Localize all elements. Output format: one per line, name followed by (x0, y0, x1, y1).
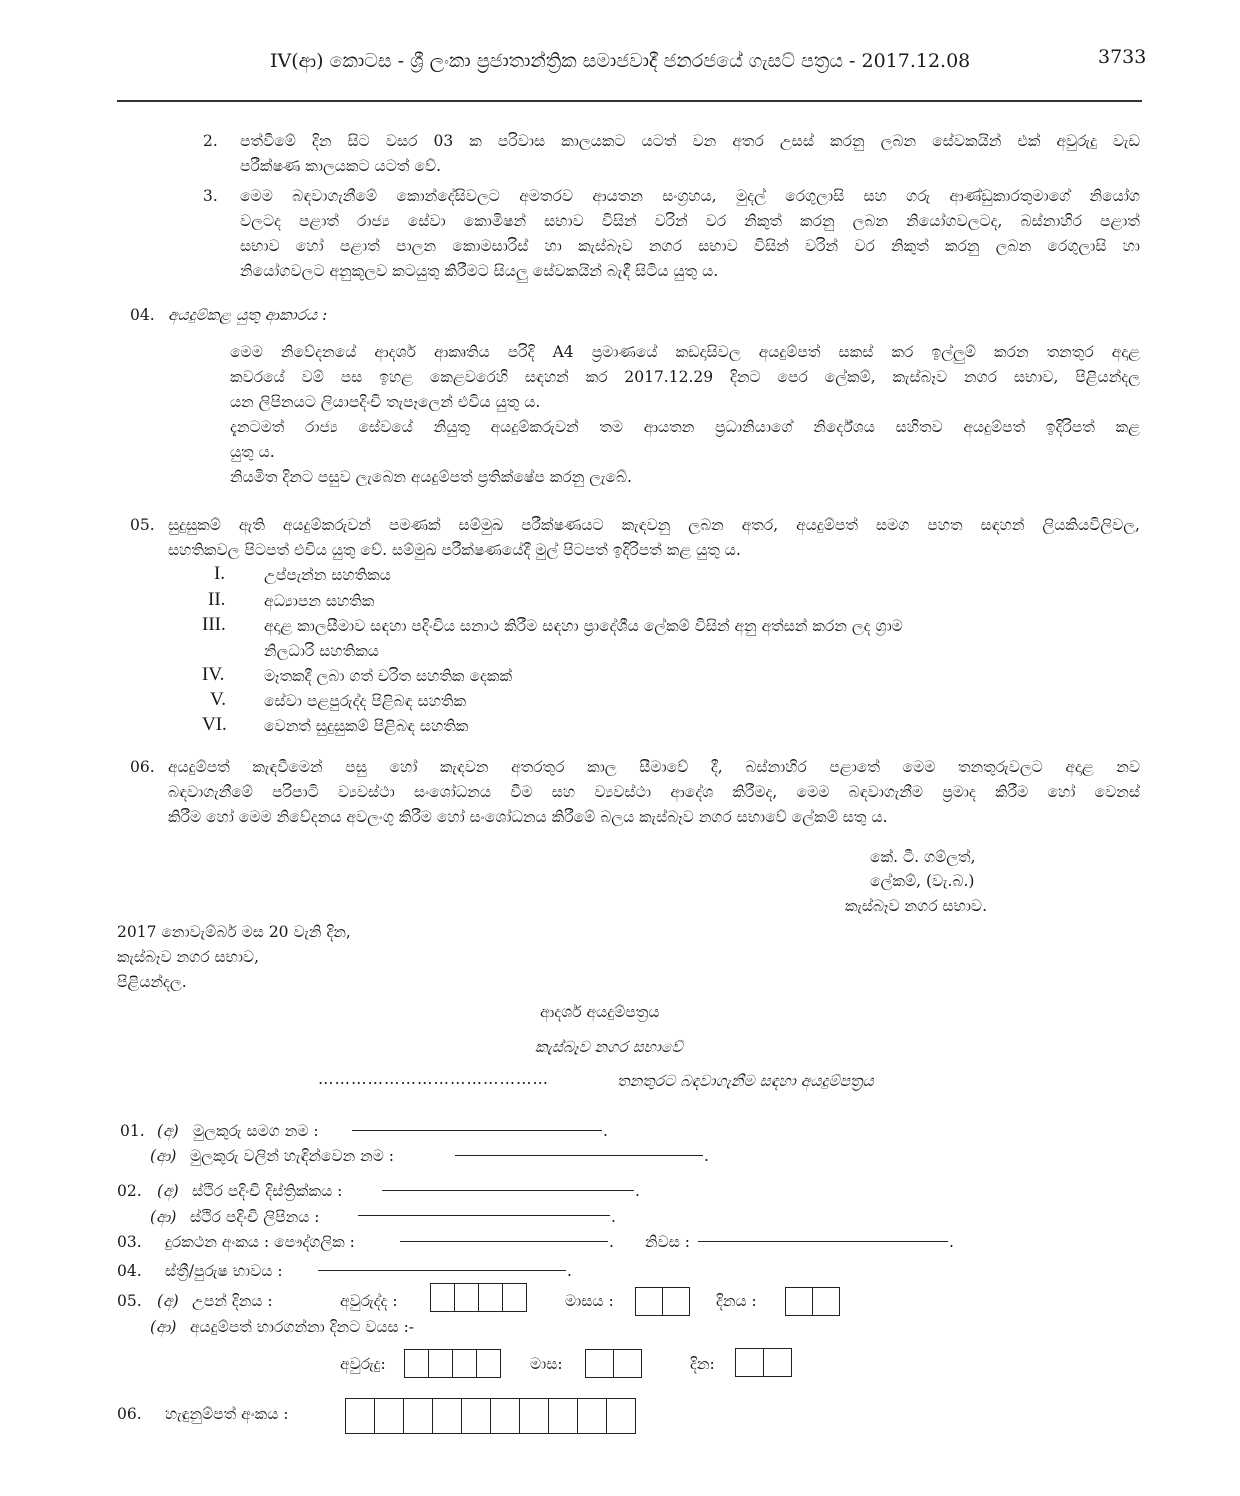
field-03-personal-fill-line[interactable] (400, 1241, 608, 1242)
age-month-label: මාස: (530, 1355, 563, 1373)
issue-place-1: කැස්බෑව නගර සභාව, (117, 948, 260, 966)
section-04-line-6: නියමිත දිනට පසුව ලැබෙන අයදුම්පත් ප්‍රතික්ෂේප කරනු ලැබේ. (230, 468, 632, 486)
field-03-personal-dot: . (609, 1233, 614, 1251)
doc-item-text: අදාළ කාලසීමාව සඳහා පදිංචිය සනාථ කිරීම සඳහා ප්‍රාදේශීය ලේකම් විසින් අනු අත්සන් කරන ලද ග්‍රාම (264, 617, 903, 635)
gazette-header-title: IV(ආ) කොටස - ශ්‍රී ලංකා ප්‍රජාතාන්ත්‍රික සමාජවාදී ජනරජයේ ගැසට් පත්‍රය - 2017.12.08 (270, 50, 971, 72)
signatory-title: ලේකම්, (වැ.බ.) (870, 872, 975, 890)
form-heading-model: ආදර්ශ අයදුම්පත්‍රය (540, 1003, 660, 1021)
header-rule (117, 100, 1142, 102)
field-05b-mark: (ආ) (150, 1318, 177, 1336)
section-04-line-5: යුතු ය. (230, 443, 275, 461)
section-06-line-1: අයදුම්පත් කැඳවීමෙන් පසු හෝ කැඳවන අතරතුර කාල සීමාවේ දී, බස්නාහිර පළාතේ මෙම තනතුරුවලට අදාළ නව (168, 758, 1140, 776)
field-01b-label: මුලකුරු වලින් හැඳින්වෙන නම : (190, 1147, 395, 1165)
clause-3-line-4: නියෝගවලට අනුකූලව කටයුතු කිරීමට සියලු සේවකයින් බැඳී සිටිය යුතු ය. (240, 262, 719, 280)
issue-date: 2017 නොවැම්බර් මස 20 වැනි දින, (117, 923, 351, 941)
birth-day-label: දිනය : (716, 1292, 757, 1310)
doc-item-roman: IV. (202, 664, 225, 685)
section-05-num: 05. (130, 516, 155, 534)
birth-year-boxes[interactable] (430, 1283, 527, 1312)
section-06-line-3: කිරීම හෝ මෙම නිවේදනය අවලංගු කිරීම හෝ සංශෝධනය කිරීමේ බලය කැස්බෑව නගර සභාවේ ලේකම් සතු ය. (168, 808, 888, 826)
field-03-home-dot: . (949, 1233, 954, 1251)
doc-item-text: වෙනත් සුදුසුකම් පිළිබඳ සහතික (264, 717, 469, 735)
field-03-home-fill-line[interactable] (698, 1241, 948, 1242)
doc-item-roman: VI. (202, 714, 227, 735)
clause-3-line-2: වලටද පළාත් රාජ්‍ය සේවා කොමිෂන් සභාව විසින් වරින් වර නිකුත් කරනු ලබන නියෝගවලටද, බස්නාහිර පළාත් (240, 212, 1140, 230)
age-year-label: අවුරුදු: (340, 1355, 386, 1373)
field-01b-fill-line[interactable] (455, 1155, 703, 1156)
section-04-line-3: යන ලිපිනයට ලියාපදිංචි තැපෑලෙන් එවිය යුතු ය. (230, 393, 541, 411)
field-02b-fill-line[interactable] (358, 1215, 610, 1216)
doc-item-text: සේවා පළපුරුද්ද පිළිබඳ සහතික (264, 692, 467, 710)
field-02b-mark: (ආ) (150, 1208, 177, 1226)
clause-2-line-1: පත්වීමේ දින සිට වසර 03 ක පරිවාස කාලයකට යටත් වන අතර උසස් කරනු ලබන සේවකයින් එක් අවුරුදු වැඩ (240, 132, 1140, 150)
doc-item-text: අධ්‍යාපන සහතික (264, 592, 375, 610)
field-02b-label: ස්ථිර පදිංචි ලිපිනය : (190, 1208, 320, 1226)
age-year-boxes[interactable] (404, 1349, 501, 1378)
field-03-label: දුරකථන අංකය : පෞද්ගලික : (165, 1233, 355, 1251)
birth-year-label: අවුරුද්ද : (340, 1292, 398, 1310)
clause-num-2: 2. (203, 132, 218, 150)
section-04-line-1: මෙම නිවේදනයේ ආදර්ශ ආකෘතිය පරිදි A4 ප්‍රමාණයේ කඩදාසිවල අයදුම්පත් සකස් කර ඉල්ලුම් කරන තනතුර අදාළ (230, 343, 1140, 361)
section-04-line-4: දැනටමත් රාජ්‍ය සේවයේ නියුතු අයදුම්කරුවන් තම ආයතන ප්‍රධානියාගේ නිර්දේශය සහිතව අයදුම්පත් ඉදිරිපත් කළ (230, 418, 1140, 436)
section-06-line-2: බඳවාගැනීමේ පරිපාටි ව්‍යවස්ථා සංශෝධනය වීම සහ ව්‍යවස්ථා ආදේශ කිරීමද, මෙම බඳවාගැනීම ප්‍රමාද කිරීම හෝ වෙනස් (168, 783, 1140, 801)
clause-num-3: 3. (203, 187, 218, 205)
doc-item-roman: II. (208, 589, 226, 610)
clause-2-line-2: පරීක්ෂණ කාලයකට යටත් වේ. (240, 157, 442, 175)
form-heading-post-blank: …………………………………… (318, 1070, 549, 1088)
field-01a-fill-line[interactable] (352, 1130, 602, 1131)
nic-number-boxes[interactable] (345, 1398, 636, 1434)
field-05b-label: අයදුම්පත් භාරගන්නා දිනට වයස :- (190, 1318, 415, 1336)
field-02-num: 02. (117, 1182, 142, 1200)
section-04-line-2: කවරයේ වම් පස ඉහළ කෙළවරෙහි සඳහන් කර 2017.12.29 දිනට පෙර ලේකම්, කැස්බෑව නගර සභාව, පිළියන්දල (230, 368, 1140, 386)
doc-item-text-cont: නිලධාරි සහතිකය (264, 642, 379, 660)
signatory-org: කැස්බෑව නගර සභාව. (845, 897, 988, 915)
field-03-num: 03. (117, 1233, 142, 1251)
clause-3-line-3: සභාව හෝ පළාත් පාලන කොමසාරිස් හා කැස්බෑව නගර සභාව විසින් වරින් වර නිකුත් කරනු ලබන රෙගුලාසි හා (240, 237, 1140, 255)
field-06-label: හැඳුනුම්පත් අංකය : (165, 1405, 289, 1423)
doc-item-text: මෑතකදී ලබා ගත් චරිත සහතික දෙකක් (264, 667, 513, 685)
field-04-dot: . (567, 1262, 572, 1280)
field-05a-mark: (අ) (157, 1292, 179, 1310)
page-number: 3733 (1098, 46, 1147, 68)
age-day-label: දින: (690, 1355, 715, 1373)
section-04-heading: අයදුම්කළ යුතු ආකාරය : (168, 306, 328, 324)
field-02a-label: ස්ථිර පදිංචි දිස්ත්‍රික්කය : (192, 1182, 343, 1200)
issue-place-2: පිළියන්දල. (117, 973, 187, 991)
field-02a-fill-line[interactable] (382, 1190, 634, 1191)
birth-month-label: මාසය : (565, 1292, 614, 1310)
field-02b-dot: . (611, 1208, 616, 1226)
field-01a-dot: . (603, 1122, 608, 1140)
field-05-num: 05. (117, 1292, 142, 1310)
field-01-num: 01. (120, 1122, 145, 1140)
form-heading-post-text: තනතුරට බඳවාගැනීම සඳහා අයදුම්පත්‍රය (617, 1072, 874, 1090)
field-06-num: 06. (117, 1405, 142, 1423)
doc-item-roman: I. (214, 563, 226, 584)
field-01b-mark: (ආ) (150, 1147, 177, 1165)
section-05-line-1: සුදුසුකම් ඇති අයදුම්කරුවන් පමණක් සම්මුඛ පරීක්ෂණයට කැඳවනු ලබන අතර, අයදුම්පත් සමග පහත සඳහන් ලියකියවිලිවල, (168, 516, 1140, 534)
form-heading-council: කැස්බෑව නගර සභාවේ (535, 1038, 683, 1056)
field-01b-dot: . (704, 1147, 709, 1165)
signatory-name: කේ. ටී. ගම්ලත්, (870, 848, 976, 866)
field-01a-label: මුලකුරු සමග නම : (193, 1122, 319, 1140)
doc-item-text: උප්පැන්න සහතිකය (264, 566, 391, 584)
field-01a-mark: (අ) (157, 1122, 179, 1140)
section-05-line-2: සහතිකවල පිටපත් එවිය යුතු වේ. සම්මුඛ පරීක්ෂණයේදී මුල් පිටපත් ඉදිරිපත් කළ යුතු ය. (168, 541, 741, 559)
doc-item-roman: V. (210, 689, 227, 710)
field-02a-dot: . (635, 1182, 640, 1200)
birth-month-boxes[interactable] (635, 1287, 690, 1316)
field-04-label: ස්ත්‍රී/පුරුෂ භාවය : (165, 1262, 283, 1280)
field-04-fill-line[interactable] (318, 1270, 566, 1271)
section-06-num: 06. (130, 758, 155, 776)
field-05a-label: උපන් දිනය : (192, 1292, 273, 1310)
age-month-boxes[interactable] (585, 1349, 642, 1378)
field-03-home-label: නිවස : (645, 1233, 691, 1251)
doc-item-roman: III. (202, 614, 226, 635)
age-day-boxes[interactable] (735, 1348, 792, 1377)
section-04-num: 04. (130, 306, 155, 324)
field-04-num: 04. (117, 1262, 142, 1280)
field-02a-mark: (අ) (157, 1182, 179, 1200)
birth-day-boxes[interactable] (785, 1287, 840, 1316)
clause-3-line-1: මෙම බඳවාගැනීමේ කොන්දේසිවලට අමතරව ආයතන සංග්‍රහය, මුදල් රෙගුලාසි සහ ගරු ආණ්ඩුකාරතුමාගේ නියෝග (240, 187, 1140, 205)
